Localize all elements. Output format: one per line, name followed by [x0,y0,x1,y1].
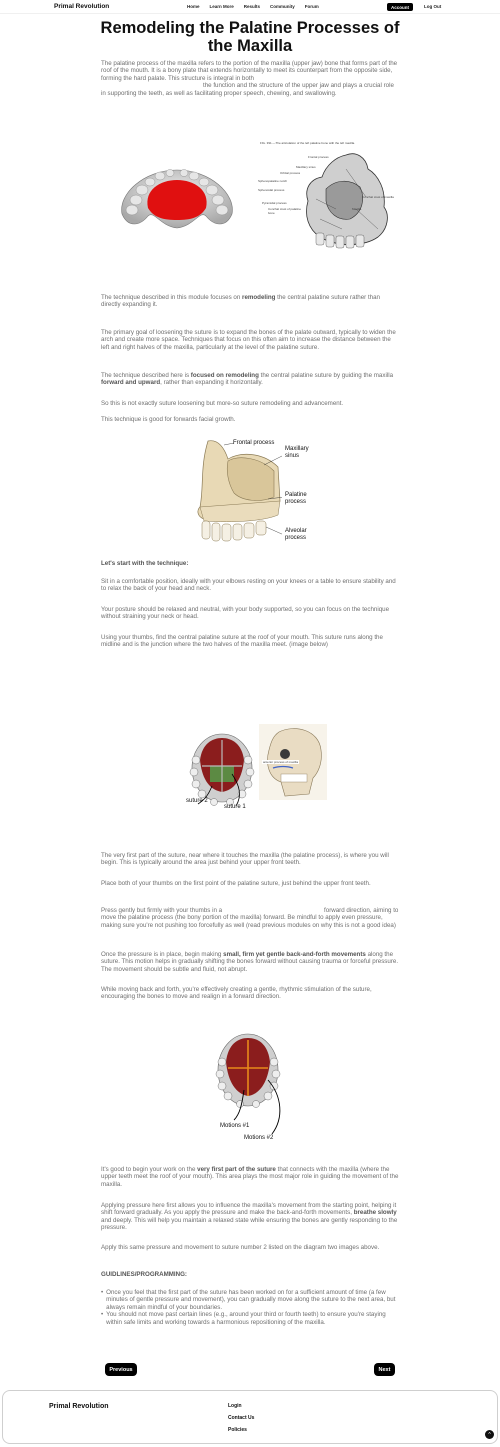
once-text-c: along the suture. This motion helps in gradually shifting the bones forward without causing trauma or forceful pressure. The movement should be subtle and fluid, not abrupt. [101,951,399,973]
main-nav [187,4,319,9]
good-text-b: very first part of the suture [197,1166,276,1173]
gray-label-sphenoidal: Sphenoidal process [258,188,285,192]
press-text-c: direction, aiming to move the palatine process (the bony portion of the maxilla) forward. Be mindful to apply even pressure, making sure you're not pushing too forcefully as well (read previous modules on why this is not a good idea) [101,907,399,929]
intro-text-2: the function and the structure of the upper jaw and plays a crucial role in supporting the teeth, as well as facilitating proper speech, chewing, and swallowing. [101,82,394,97]
while-paragraph: While moving back and forth, you're effectively creating a gentle, rhythmic stimulation of the suture, encouraging the bones to move and realign in a forward direction. [101,986,372,1001]
scroll-to-top-icon[interactable]: ^ [485,1430,494,1439]
described-text-e: , rather than expanding it horizontally. [160,379,263,387]
once-paragraph [101,951,399,973]
logout-link[interactable]: Log Out [424,4,442,9]
good-paragraph [101,1166,399,1188]
forwards-paragraph: This technique is good for forwards facial growth. [101,416,236,423]
technique-heading: Let's start with the technique: [101,560,189,567]
notexactly-paragraph: So this is not exactly suture loosening but more-so suture remodeling and advancement. [101,400,344,407]
apply-text-b: breathe slowly [353,1209,397,1217]
label-frontal-process: Frontal process [233,440,275,446]
gray-label-frontal: Frontal process [308,155,329,159]
nav-learn-more[interactable]: Learn More [209,4,234,9]
gray-label-orbital: Orbital process [280,171,301,175]
thumbs-paragraph: Using your thumbs, find the central palatine suture at the roof of your mouth. This suture runs along the midline and is the junction where the two halves of the maxilla meet. (image below) [101,634,383,649]
page-title: Remodeling the Palatine Processes of the Maxilla [100,19,400,55]
described-text-b: focused on remodeling [190,372,259,379]
label-suture-1: suture 1 [224,804,246,810]
site-footer [2,1390,498,1444]
focus-paragraph [101,294,399,309]
posture-paragraph: Your posture should be relaxed and neutral, with your body supported, so you can focus on the technique without straining your neck or head. [101,606,390,621]
gray-label-maxilla: Maxilla [352,207,362,211]
sit-paragraph: Sit in a comfortable position, ideally with your elbows resting on your knees or a table to ensure stability and to relax the back of your head and neck. [101,578,396,593]
place-paragraph: Place both of your thumbs on the first point of the palatine suture, just behind the upper front teeth. [101,880,371,887]
good-text-c: that connects with the maxilla (where the upper teeth meet the roof of your mouth). This area plays the most major role in guiding the movement of the maxilla. [101,1166,399,1188]
focus-text-a: The technique described in this module focuses on [101,294,241,301]
gray-label-conchal-maxilla: Conchal crest of maxilla [362,195,394,199]
described-text-c: the central palatine suture by guiding the maxilla [260,372,394,379]
footer-contact-link[interactable]: Contact Us [228,1415,255,1421]
list-item [101,1289,399,1311]
apply-paragraph [101,1202,399,1232]
bullet-text-1: Once you feel that the first part of the suture has been worked on for a sufficient amount of time (a few minutes of gentle pressure and movement), you can gradually move along the suture to the next area, but always remain mindful of your boundaries. [106,1289,396,1311]
nav-community[interactable]: Community [270,4,295,9]
guidelines-heading: GUIDLINES/PROGRAMMING: [101,1271,187,1278]
gray-anatomy-figure [258,141,406,249]
gray-label-pyramidal: Pyramidal process [262,201,287,205]
bullet-text-2: You should not move past certain lines (e.g., around your third or fourth teeth) to ensure you're staying within safe limits and working towards a harmonious repositioning of the maxilla. [106,1311,386,1326]
list-item [101,1311,399,1326]
guidelines-list [101,1289,399,1326]
footer-brand[interactable]: Primal Revolution [49,1403,109,1410]
label-alveolar-process: Alveolar process [285,528,307,541]
same-paragraph: Apply this same pressure and movement to suture number 2 listed on the diagram two images above. [101,1244,380,1251]
focus-text-bold: remodeling [242,294,276,301]
label-motions-1: Motions #1 [220,1123,250,1129]
label-palatine-process: Palatine process [285,492,307,505]
footer-login-link[interactable]: Login [228,1403,242,1409]
gray-label-conchal-palatine: Conchal crest of palatine bone [268,207,302,215]
once-text-a: Once the pressure is in place, begin making [101,951,222,958]
press-text-a: Press gently but firmly with your thumbs in a [101,907,223,914]
nav-results[interactable]: Results [243,4,261,9]
bullet-icon: • [101,1289,104,1296]
intro-paragraph [101,60,399,97]
maxilla-processes-image [194,437,282,547]
next-button[interactable]: Next [374,1363,395,1376]
good-text-a: It's good to begin your work on the [101,1166,196,1173]
press-text-b: forward [324,907,345,914]
skull-caption: anterior process of maxilla [263,760,299,764]
firstpart-paragraph: The very first part of the suture, near where it touches the maxilla (the palatine process), is where you will begin. This is typically around the area just behind your upper front teeth. [101,852,389,867]
palate-image [114,166,240,246]
previous-button[interactable]: Previous [105,1363,137,1376]
nav-forum[interactable]: Forum [304,4,319,9]
label-suture-2: suture 2 [186,798,208,804]
press-paragraph [101,907,399,929]
account-button[interactable]: Account [387,3,413,11]
described-text-d: forward and upward [101,379,161,387]
gray-label-sinus: Maxillary sinus [296,165,316,169]
described-text-a: The technique described here is [101,372,190,379]
label-maxillary-sinus: Maxillary sinus [285,446,309,459]
gray-caption: FIG. 391.—The articulation of the left palatine bone with the left maxilla. [260,141,356,145]
motions-diagram-image [212,1030,292,1150]
label-motions-2: Motions #2 [244,1135,274,1141]
brand-logo[interactable]: Primal Revolution [54,3,110,10]
nav-home[interactable]: Home [187,4,200,9]
bullet-icon: • [101,1311,104,1319]
focus-text-c: the central palatine suture rather than directly expanding it. [101,294,380,309]
described-paragraph [101,372,399,387]
gray-label-notch: Sphenopalatine notch [258,179,288,183]
gray-maxilla-drawing [286,149,406,249]
apply-text-a: Applying pressure here first allows you to influence the maxilla's movement from the starting point, helping it shift forward gradually. As you apply the pressure and make the back-and-forth movements, [101,1202,397,1217]
goal-paragraph: The primary goal of loosening the suture is to expand the bones of the palate outward, typically to widen the arch and create more space. Techniques that focus on this often aim to increase the distance between the left and right halves of the maxilla, particularly at the level of the palatine suture. [101,329,396,351]
once-text-b: small, firm yet gentle back-and-forth movements [223,951,366,958]
footer-policies-link[interactable]: Policies [228,1427,247,1433]
intro-text: The palatine process of the maxilla refers to the portion of the maxilla (upper jaw) bone that forms part of the roof of the mouth. It is a bony plate that extends horizontally to meet its counterpart from the opposite side, forming the hard palate. This structure is integral in both [101,60,398,82]
top-nav-bar [0,0,500,14]
apply-text-c: and deeply. This will help you maintain a relaxed state while ensuring the bones are gently responding to the pressure. [101,1216,398,1232]
